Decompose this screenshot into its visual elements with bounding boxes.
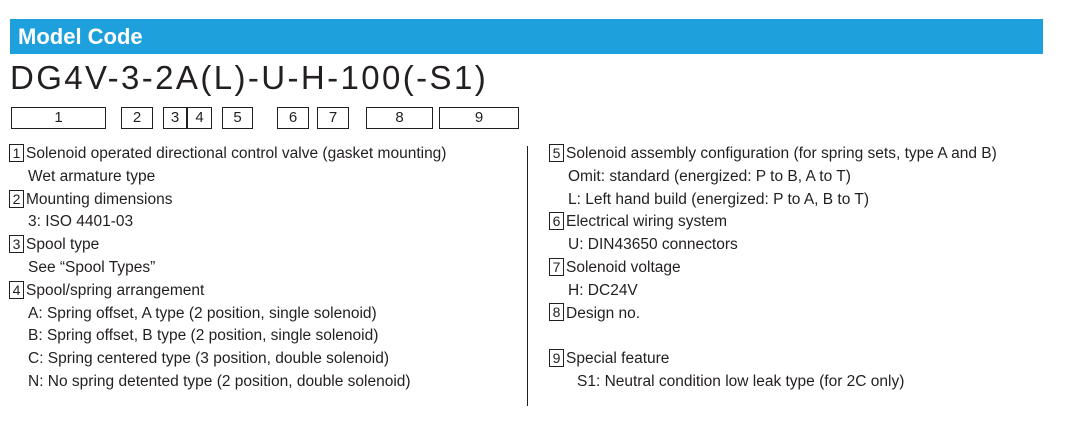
- item-3-title: [9, 234, 446, 257]
- item-7-detail: H: DC24V: [568, 281, 638, 299]
- right-column: [549, 143, 997, 394]
- item-title: Electrical wiring system: [566, 213, 728, 231]
- item-3-detail: See “Spool Types”: [28, 258, 156, 276]
- item-2-detail: 3: ISO 4401-03: [28, 213, 134, 231]
- item-number-badge: 3: [9, 235, 24, 253]
- column-divider: [527, 146, 528, 406]
- section-title: Model Code: [18, 24, 143, 49]
- item-4-detail-a: A: Spring offset, A type (2 position, single solenoid): [28, 304, 377, 322]
- item-title: Solenoid assembly configuration (for spring sets, type A and B): [566, 145, 997, 162]
- item-title: Design no.: [566, 304, 641, 322]
- item-number-badge: 6: [549, 212, 564, 230]
- item-title: Spool/spring arrangement: [26, 281, 205, 299]
- item-8-title: [549, 303, 997, 326]
- item-6-title: [549, 211, 997, 234]
- segment-box-3: 3: [163, 107, 187, 129]
- item-title: Spool type: [26, 236, 100, 254]
- item-9-detail: S1: Neutral condition low leak type (for 2C only): [577, 372, 905, 390]
- segment-box-9: 9: [439, 107, 519, 129]
- item-number-badge: 7: [549, 258, 564, 276]
- item-4-title: [9, 280, 446, 303]
- item-7-title: [549, 257, 997, 280]
- segment-box-8: 8: [366, 107, 433, 129]
- segment-box-4: 4: [187, 107, 212, 129]
- item-2-title: [9, 189, 446, 212]
- spacer: [549, 325, 997, 348]
- item-number-badge: 8: [549, 303, 564, 321]
- item-title: Mounting dimensions: [26, 190, 173, 208]
- item-9-title: [549, 348, 997, 371]
- segment-box-5: 5: [222, 107, 253, 129]
- item-5-detail-l: L: Left hand build (energized: P to A, B to T): [568, 190, 870, 208]
- item-6-detail: U: DIN43650 connectors: [568, 236, 738, 254]
- item-title: Solenoid voltage: [566, 258, 681, 276]
- segment-box-1: 1: [11, 107, 106, 129]
- item-number-badge: 9: [549, 349, 564, 367]
- item-title: Solenoid operated directional control valve (gasket mounting): [26, 145, 447, 162]
- item-1-title: [9, 143, 446, 166]
- segment-box-2: 2: [121, 107, 153, 129]
- item-4-detail-c: C: Spring centered type (3 position, double solenoid): [28, 350, 390, 368]
- section-header: [10, 19, 1043, 54]
- segment-box-6: 6: [277, 107, 309, 129]
- left-column: [9, 143, 446, 394]
- item-5-detail-omit: Omit: standard (energized: P to B, A to T): [568, 167, 851, 185]
- segment-box-7: 7: [317, 107, 349, 129]
- item-number-badge: 1: [9, 144, 24, 162]
- item-1-detail: Wet armature type: [28, 167, 156, 185]
- item-5-title: [549, 143, 997, 166]
- item-4-detail-b: B: Spring offset, B type (2 position, single solenoid): [28, 327, 379, 345]
- item-title: Special feature: [566, 350, 670, 368]
- item-4-detail-n: N: No spring detented type (2 position, double solenoid): [28, 372, 411, 390]
- item-number-badge: 2: [9, 190, 24, 208]
- model-code: DG4V-3-2A(L)-U-H-100(-S1): [10, 59, 489, 96]
- item-number-badge: 4: [9, 281, 24, 299]
- item-number-badge: 5: [549, 144, 564, 162]
